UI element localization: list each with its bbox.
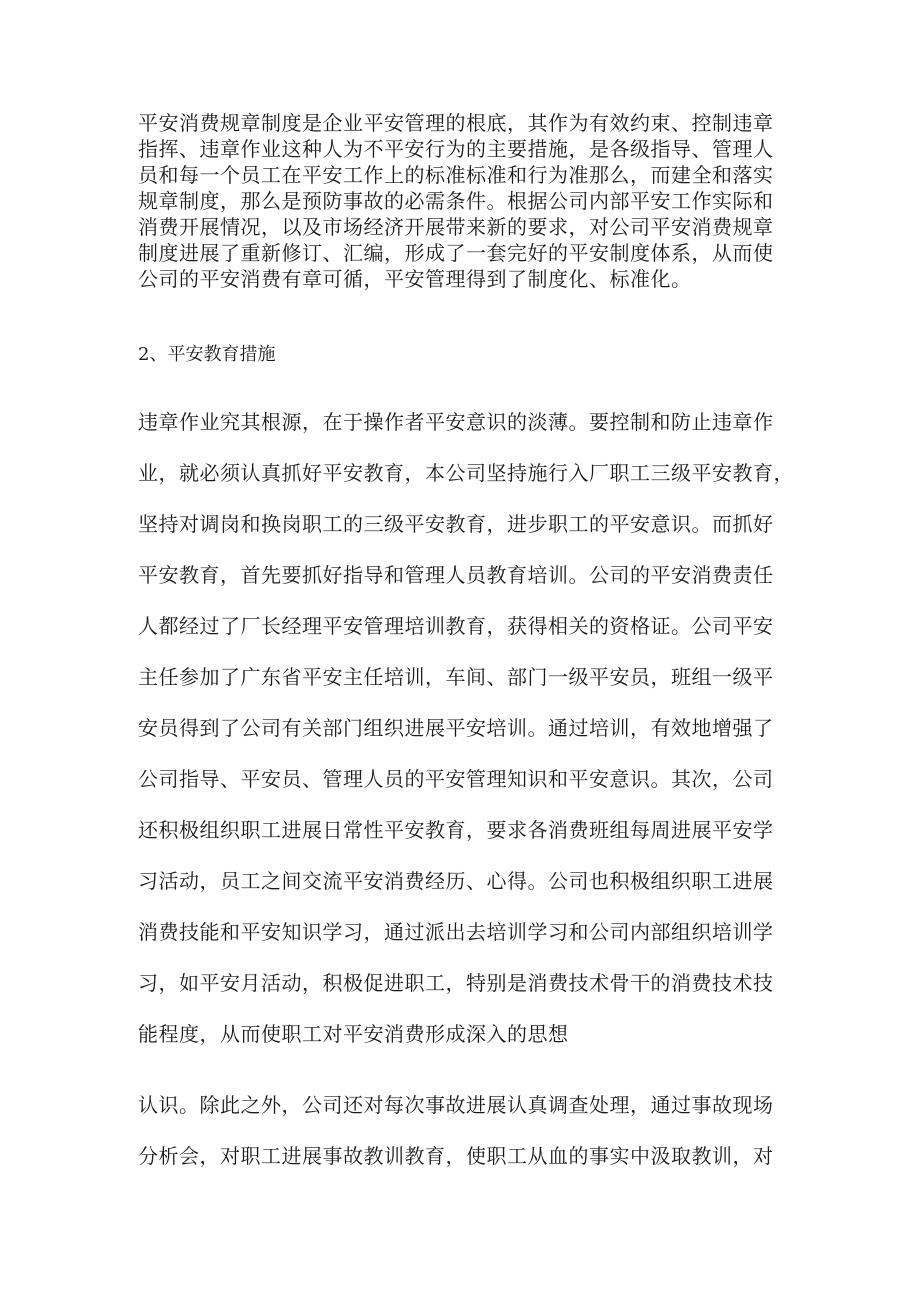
text-line: 主任参加了广东省平安主任培训，车间、部门一级平安员，班组一级平: [138, 665, 774, 689]
text-line: 平安消费规章制度是企业平安管理的根底，其作为有效约束、控制违章: [138, 111, 774, 135]
text-line: 公司指导、平安员、管理人员的平安管理知识和平安意识。其次，公司: [138, 767, 774, 791]
text-line: 习，如平安月活动，积极促进职工，特别是消费技术骨干的消费技术技: [138, 971, 774, 995]
text-line: 公司的平安消费有章可循，平安管理得到了制度化、标准化。: [138, 267, 692, 291]
text-line: 还积极组织职工进展日常性平安教育，要求各消费班组每周进展平安学: [138, 818, 774, 842]
text-line: 安员得到了公司有关部门组织进展平安培训。通过培训，有效地增强了: [138, 716, 774, 740]
section-heading: 2、平安教育措施: [138, 344, 276, 365]
text-line: 习活动，员工之间交流平安消费经历、心得。公司也积极组织职工进展: [138, 869, 774, 893]
text-line: 指挥、违章作业这种人为不平安行为的主要措施，是各级指导、管理人: [138, 137, 774, 161]
text-line: 坚持对调岗和换岗职工的三级平安教育，进步职工的平安意识。而抓好: [138, 512, 774, 536]
text-line: 业，就必须认真抓好平安教育，本公司坚持施行入厂职工三级平安教育，: [138, 461, 794, 485]
text-line: 违章作业究其根源，在于操作者平安意识的淡薄。要控制和防止违章作: [138, 410, 774, 434]
text-line: 人都经过了厂长经理平安管理培训教育，获得相关的资格证。公司平安: [138, 614, 774, 638]
text-line: 认识。除此之外，公司还对每次事故进展认真调查处理，通过事故现场: [138, 1093, 774, 1117]
text-line: 平安教育，首先要抓好指导和管理人员教育培训。公司的平安消费责任: [138, 563, 774, 587]
text-line: 消费技能和平安知识学习，通过派出去培训学习和公司内部组织培训学: [138, 920, 774, 944]
text-line: 分析会，对职工进展事故教训教育，使职工从血的事实中汲取教训，对: [138, 1144, 774, 1168]
text-line: 能程度，从而使职工对平安消费形成深入的思想: [138, 1022, 569, 1046]
text-line: 制度进展了重新修订、汇编，形成了一套完好的平安制度体系，从而使: [138, 241, 774, 265]
text-line: 员和每一个员工在平安工作上的标准标准和行为准那么，而建全和落实: [138, 163, 774, 187]
text-line: 规章制度，那么是预防事故的必需条件。根据公司内部平安工作实际和: [138, 189, 774, 213]
text-line: 消费开展情况，以及市场经济开展带来新的要求，对公司平安消费规章: [138, 215, 774, 239]
